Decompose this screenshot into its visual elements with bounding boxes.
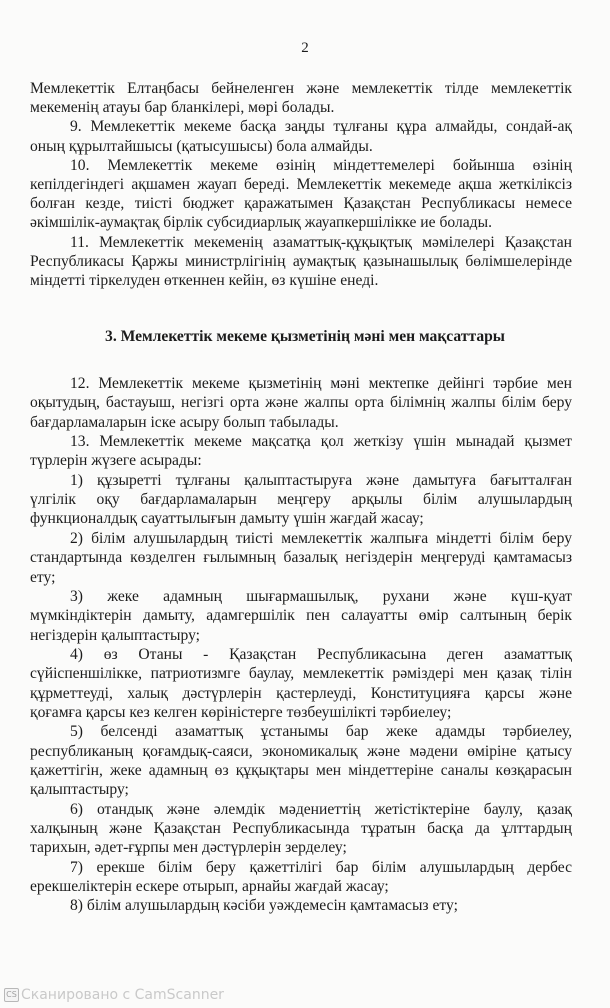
text-line: 5) белсенді азаматтық ұстанымы бар жеке адамды тәрбиелеу, <box>70 723 572 741</box>
text-line: 12. Мемлекеттік мекеме қызметінің мәні мектепке дейінгі тәрбие мен <box>70 375 572 392</box>
text-line: стандартында көзделген ғылымның базалық негіздерін меңгеруді қамтамасыз <box>30 549 572 567</box>
text-line: оның құрылтайшысы (қатысушысы) бола алмайды. <box>30 137 373 155</box>
text-line: республиканың қоғамдық-саяси, экономикалық және мәдени өміріне қатысу <box>30 742 572 760</box>
text-line: 10. Мемлекеттік мекеме өзінің міндеттемелері бойынша өзінің <box>70 156 572 174</box>
text-line: негіздерін қалыптастыру; <box>30 626 200 644</box>
page-number: 2 <box>301 40 309 56</box>
watermark-text: Сканировано с CamScanner <box>21 987 224 1003</box>
text-line: құрметтеуді, халық дәстүрлерін қастерлеуді, Конституцияға қарсы және <box>30 684 572 702</box>
text-line: міндетті тіркелуден өткеннен кейін, өз күшіне енеді. <box>30 272 379 289</box>
text-line: сүйіспеншілікке, патриотизмге баулау, мемлекеттік рәміздері мен қазақ тілін <box>30 665 572 683</box>
text-line: қалыптастыру; <box>30 781 129 799</box>
text-line: бағдарламаларын іске асыру болып табылады. <box>30 413 339 431</box>
section-heading: 3. Мемлекеттік мекеме қызметінің мәні мен мақсаттары <box>105 328 505 345</box>
text-line: 6) отандық және әлемдік мәдениеттің жетістіктеріне баулу, қазақ <box>70 800 572 818</box>
text-line: 7) ерекше білім беру қажеттілігі бар білім алушылардың дербес <box>70 858 572 876</box>
text-line: мекеменің атауы бар бланкілері, мөрі болады. <box>30 99 335 117</box>
text-line: оқытудың, бастауыш, негізгі орта және жалпы орта білімнің жалпы білім беру <box>30 394 572 412</box>
text-line: халқының және Қазақстан Республикасында тұратын басқа да ұлттардың <box>30 820 572 838</box>
camscanner-logo-icon: CS <box>4 988 19 1002</box>
text-line: болған кезде, тиісті бюджет қаражатымен Қазақстан Республикасы немесе <box>30 195 572 213</box>
text-line: үлгілік оқу бағдарламаларын меңгеру арқылы білім алушылардың <box>30 491 572 509</box>
text-line: түрлерін жүзеге асырады: <box>30 452 202 470</box>
text-line: 1) құзыретті тұлғаны қалыптастыруға және дамытуға бағытталған <box>70 471 572 489</box>
text-line: ерекшеліктерін ескере отырып, арнайы жағдай жасау; <box>30 878 389 896</box>
text-line: 9. Мемлекеттік мекеме басқа заңды тұлғаны құра алмайды, сондай-ақ <box>70 118 572 136</box>
text-line: мүмкіндіктерін дамыту, адамгершілік пен салауатты өмір салтының берік <box>30 607 572 625</box>
text-line: әкімшілік-аумақтақ бірлік субсидиарлық жауапкершілікке ие болады. <box>30 214 492 232</box>
text-line: 2) білім алушылардың тиісті мемлекеттік жалпыға міндетті білім беру <box>70 529 572 547</box>
text-line: қажеттігін, жеке адамның өз құқықтары мен міндеттеріне саналы көзқарасын <box>30 762 572 779</box>
text-line: 13. Мемлекеттік мекеме мақсатқа қол жеткізу үшін мынадай қызмет <box>70 433 572 451</box>
text-line: 8) білім алушылардың кәсіби уәждемесін қамтамасыз ету; <box>70 897 458 915</box>
text-line: Республикасы Қаржы министрлігінің аумақтық қазынашылық бөлімшелерінде <box>30 252 572 270</box>
text-line: 4) өз Отаны - Қазақстан Республикасына деген азаматтық <box>70 645 572 663</box>
text-line: Мемлекеттік Елтаңбасы бейнеленген және мемлекеттік тілде мемлекеттік <box>30 80 572 97</box>
text-line: 11. Мемлекеттік мекеменің азаматтық-құқықтық мәмілелері Қазақстан <box>70 233 572 251</box>
text-line: кепілдегіндегі ақшамен жауап береді. Мемлекеттік мекемеде ақша жеткіліксіз <box>30 176 572 193</box>
text-line: ету; <box>30 568 56 586</box>
scanner-watermark <box>4 987 224 1003</box>
text-line: тарихын, әдет-ғұрпы мен дәстүрлерін зерделеу; <box>30 839 347 857</box>
text-line: функционалдық сауаттылығын дамыту үшін жағдай жасау; <box>30 510 424 528</box>
text-line: 3) жеке адамның шығармашылық, рухани және күш-қуат <box>70 587 572 605</box>
text-line: қоғамға қарсы кез келген көріністерге төзбеушілікті тәрбиелеу; <box>30 703 452 721</box>
